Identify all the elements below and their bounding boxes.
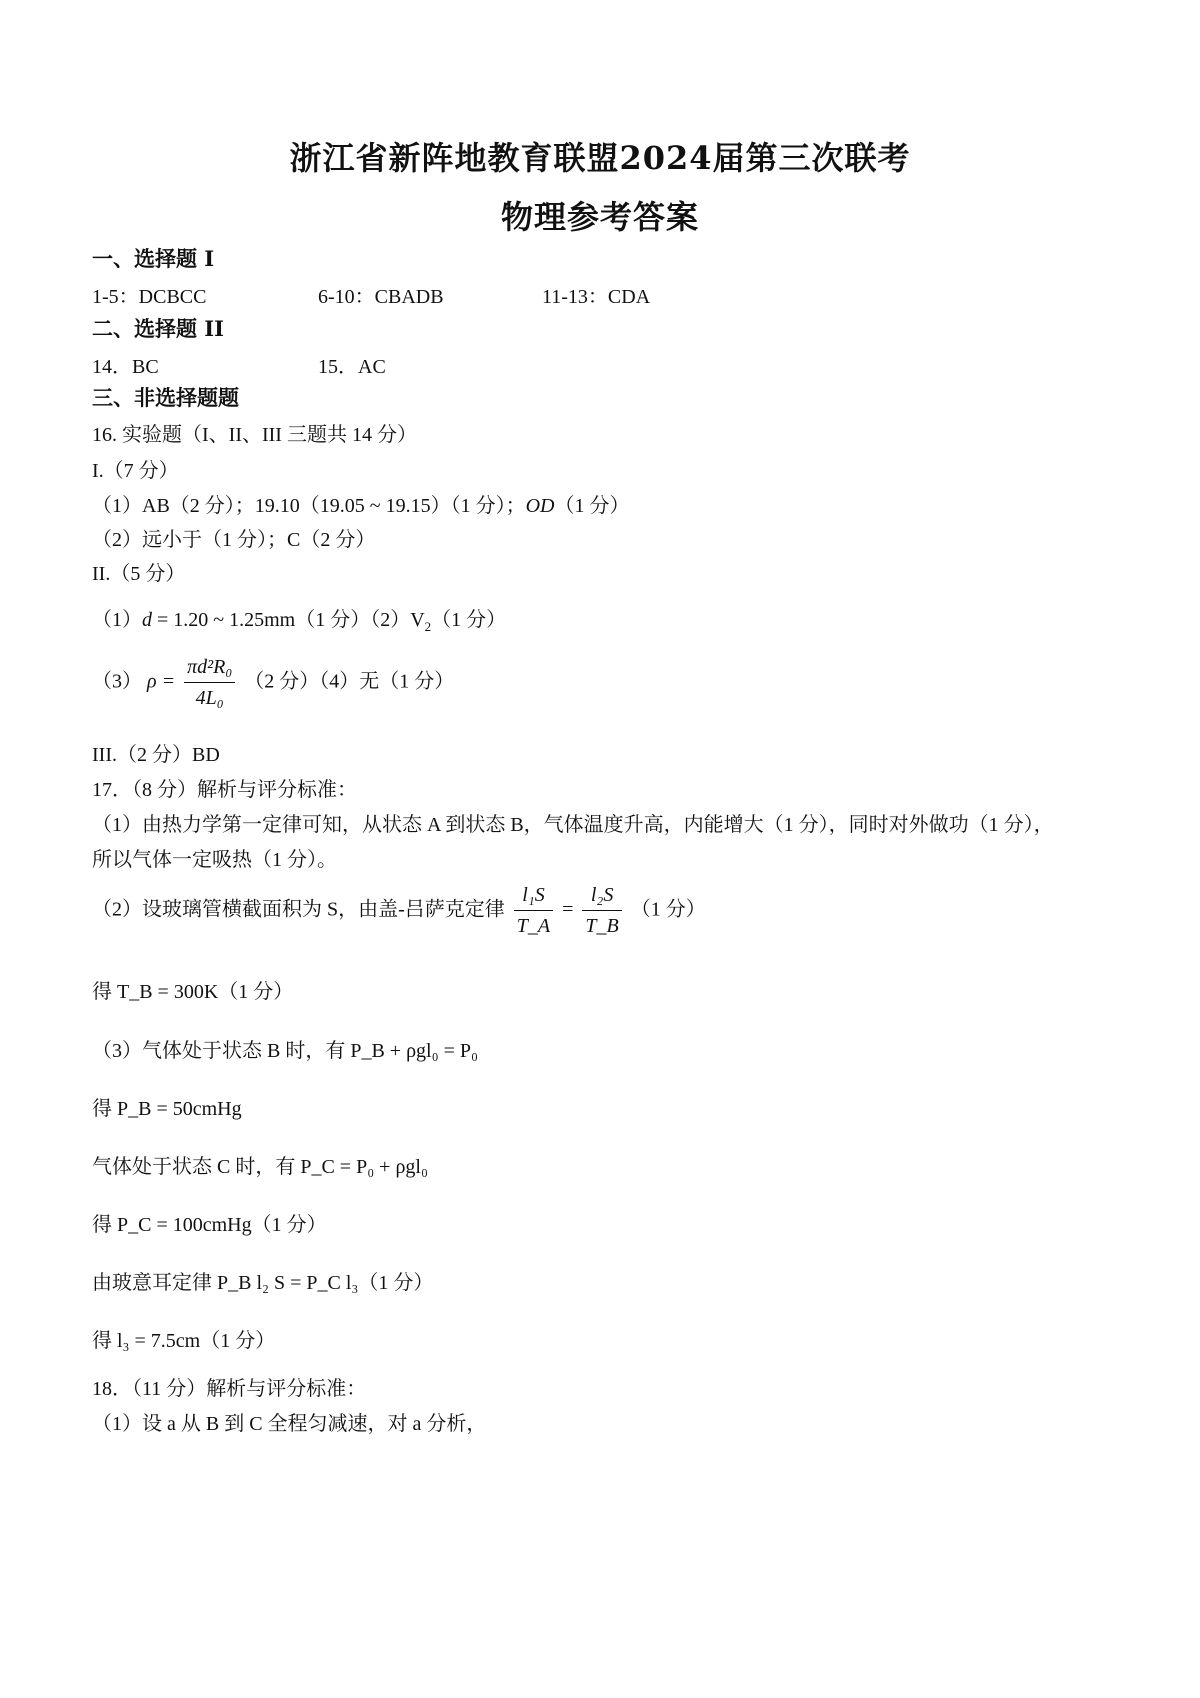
- q17-line1: （1）由热力学第一定律可知，从状态 A 到状态 B，气体温度升高，内能增大（1 分），同时对外做功（1 分），: [92, 814, 1054, 836]
- q17-line3-score: （1 分）: [630, 898, 706, 921]
- q16-part1-line1-text: （1）AB（2 分）；19.10（19.05 ~ 19.15）（1 分）；: [92, 495, 526, 517]
- q16-rho: ρ =: [147, 670, 176, 693]
- q17-fraction-a-numerator: l₁S: [514, 884, 553, 911]
- q17-line10: 得 l₃ = 7.5cm（1 分）: [92, 1330, 276, 1352]
- q17-fraction-b-denominator: T_B: [585, 915, 619, 937]
- q16-part2-d: d: [142, 609, 152, 631]
- q16-fraction-numerator: πd²R₀: [184, 656, 235, 683]
- q17-line8: 得 P_C = 100cmHg（1 分）: [92, 1214, 327, 1236]
- q16-part2-line1-prefix: （1）: [92, 609, 142, 631]
- q17-fraction-b: [582, 884, 621, 938]
- section-heading-nonchoice: 三、非选择题题: [92, 385, 239, 410]
- q17-line5: （3）气体处于状态 B 时，有 P_B + ρgl₀ = P₀: [92, 1040, 478, 1062]
- q17-fraction-a-denominator: T_A: [516, 915, 551, 937]
- q18-intro: 18．（11 分）解析与评分标准：: [92, 1378, 367, 1400]
- q17-line9: 由玻意耳定律 P_B l₂ S = P_C l₃（1 分）: [92, 1272, 434, 1294]
- answer-14: 14．BC: [92, 356, 159, 378]
- q17-line7: 气体处于状态 C 时，有 P_C = P₀ + ρgl₀: [92, 1156, 428, 1178]
- q17-line4: 得 T_B = 300K（1 分）: [92, 981, 294, 1003]
- q17-line6: 得 P_B = 50cmHg: [92, 1098, 242, 1120]
- q16-part2-heading: II.（5 分）: [92, 563, 186, 585]
- q16-part2-line1-mid: = 1.20 ~ 1.25mm（1 分）（2）V: [152, 609, 425, 631]
- q16-fraction-denominator: 4L₀: [195, 687, 224, 709]
- answer-15: 15．AC: [318, 356, 386, 378]
- answer-11-13: 11-13：CDA: [542, 286, 651, 308]
- q17-intro: 17．（8 分）解析与评分标准：: [92, 779, 357, 801]
- section-heading-choice-1: 一、选择题 I: [92, 246, 215, 271]
- q17-line2: 所以气体一定吸热（1 分）。: [92, 849, 337, 871]
- q16-part1-heading: I.（7 分）: [92, 460, 179, 482]
- q16-part3: III.（2 分）BD: [92, 744, 220, 766]
- q16-part1-line2: （2）远小于（1 分）；C（2 分）: [92, 529, 376, 551]
- q16-part2-line3-score: （2 分）（4）无（1 分）: [244, 670, 455, 693]
- document-title: 浙江省新阵地教育联盟2024届第三次联考: [289, 139, 911, 177]
- q17-fraction-a: [514, 884, 553, 938]
- q16-resistivity-fraction: [184, 656, 235, 710]
- q18-line1: （1）设 a 从 B 到 C 全程匀减速，对 a 分析，: [92, 1413, 487, 1435]
- q16-part1-line1-score: （1 分）: [554, 495, 630, 517]
- q16-part1-line1: [92, 489, 630, 518]
- q16-intro: 16. 实验题（I、II、III 三题共 14 分）: [92, 424, 417, 446]
- q17-equals: =: [562, 898, 574, 921]
- q17-line3-text: （2）设玻璃管横截面积为 S，由盖-吕萨克定律: [92, 898, 505, 921]
- q16-part1-od: OD: [525, 495, 555, 517]
- q16-part2-line1-score: （1 分）: [431, 609, 507, 631]
- answer-6-10: 6-10：CBADB: [318, 286, 444, 308]
- q17-fraction-b-numerator: l₂S: [582, 884, 621, 911]
- q16-part2-line3: [92, 656, 454, 710]
- q16-part2-v-sub: 2: [424, 619, 432, 634]
- answer-1-5: 1-5：DCBCC: [92, 286, 207, 308]
- q16-part2-line1: [92, 603, 506, 635]
- section-heading-choice-2: 二、选择题 II: [92, 316, 224, 341]
- q17-line3: [92, 884, 706, 938]
- q16-part2-line3-prefix: （3）: [92, 670, 142, 693]
- document-subtitle: 物理参考答案: [500, 198, 699, 236]
